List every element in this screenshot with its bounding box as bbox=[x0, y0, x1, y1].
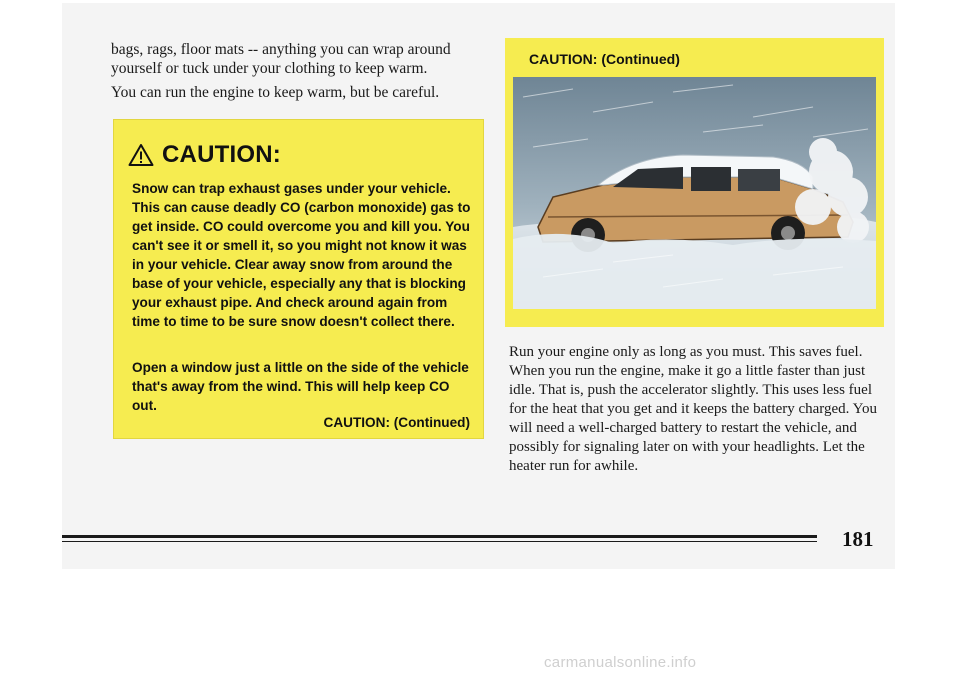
caution-paragraph-1: Snow can trap exhaust gases under your vehicle. This can cause deadly CO (carbon monoxide) gas to get inside. CO could overcome you and kill you. You can't see it or smell it, so you might not know it was in your vehicle. Clear away snow from around the base of your vehicle, especially any that is blocking your exhaust pipe. And check around again from time to time to be sure snow doesn't collect there. bbox=[132, 181, 471, 329]
engine-paragraph: You can run the engine to keep warm, but be careful. bbox=[111, 84, 440, 101]
run-engine-paragraph: Run your engine only as long as you must. This saves fuel. When you run the engine, make it go a little faster than just idle. That is, push the accelerator slightly. This uses less fuel for the heat that you get and it keeps the battery charged. You will need a well-charged battery to restart the vehicle, and possibly for signaling later on with your headlights. Let the heater run for awhile. bbox=[509, 344, 877, 474]
caution-heading bbox=[128, 141, 281, 169]
caution-title: CAUTION: bbox=[162, 141, 281, 168]
caution-continued-header: CAUTION: (Continued) bbox=[529, 51, 680, 67]
snow-covered-station-wagon-illustration bbox=[513, 77, 876, 309]
caution-continued-label: CAUTION: (Continued) bbox=[323, 415, 470, 430]
footer-rule-thin bbox=[62, 541, 817, 542]
footer-rule-thick bbox=[62, 535, 817, 538]
caution-continued-box bbox=[505, 38, 884, 327]
intro-paragraph: bags, rags, floor mats -- anything you can wrap around yourself or tuck under your clothing to keep warm. bbox=[111, 41, 451, 77]
watermark-link[interactable]: carmanualsonline.info bbox=[544, 654, 697, 671]
warning-triangle-icon bbox=[128, 143, 154, 167]
caution-paragraph-2: Open a window just a little on the side of the vehicle that's away from the wind. This will help keep CO out. bbox=[132, 360, 469, 413]
page-number: 181 bbox=[842, 527, 874, 551]
caution-box bbox=[113, 119, 484, 439]
